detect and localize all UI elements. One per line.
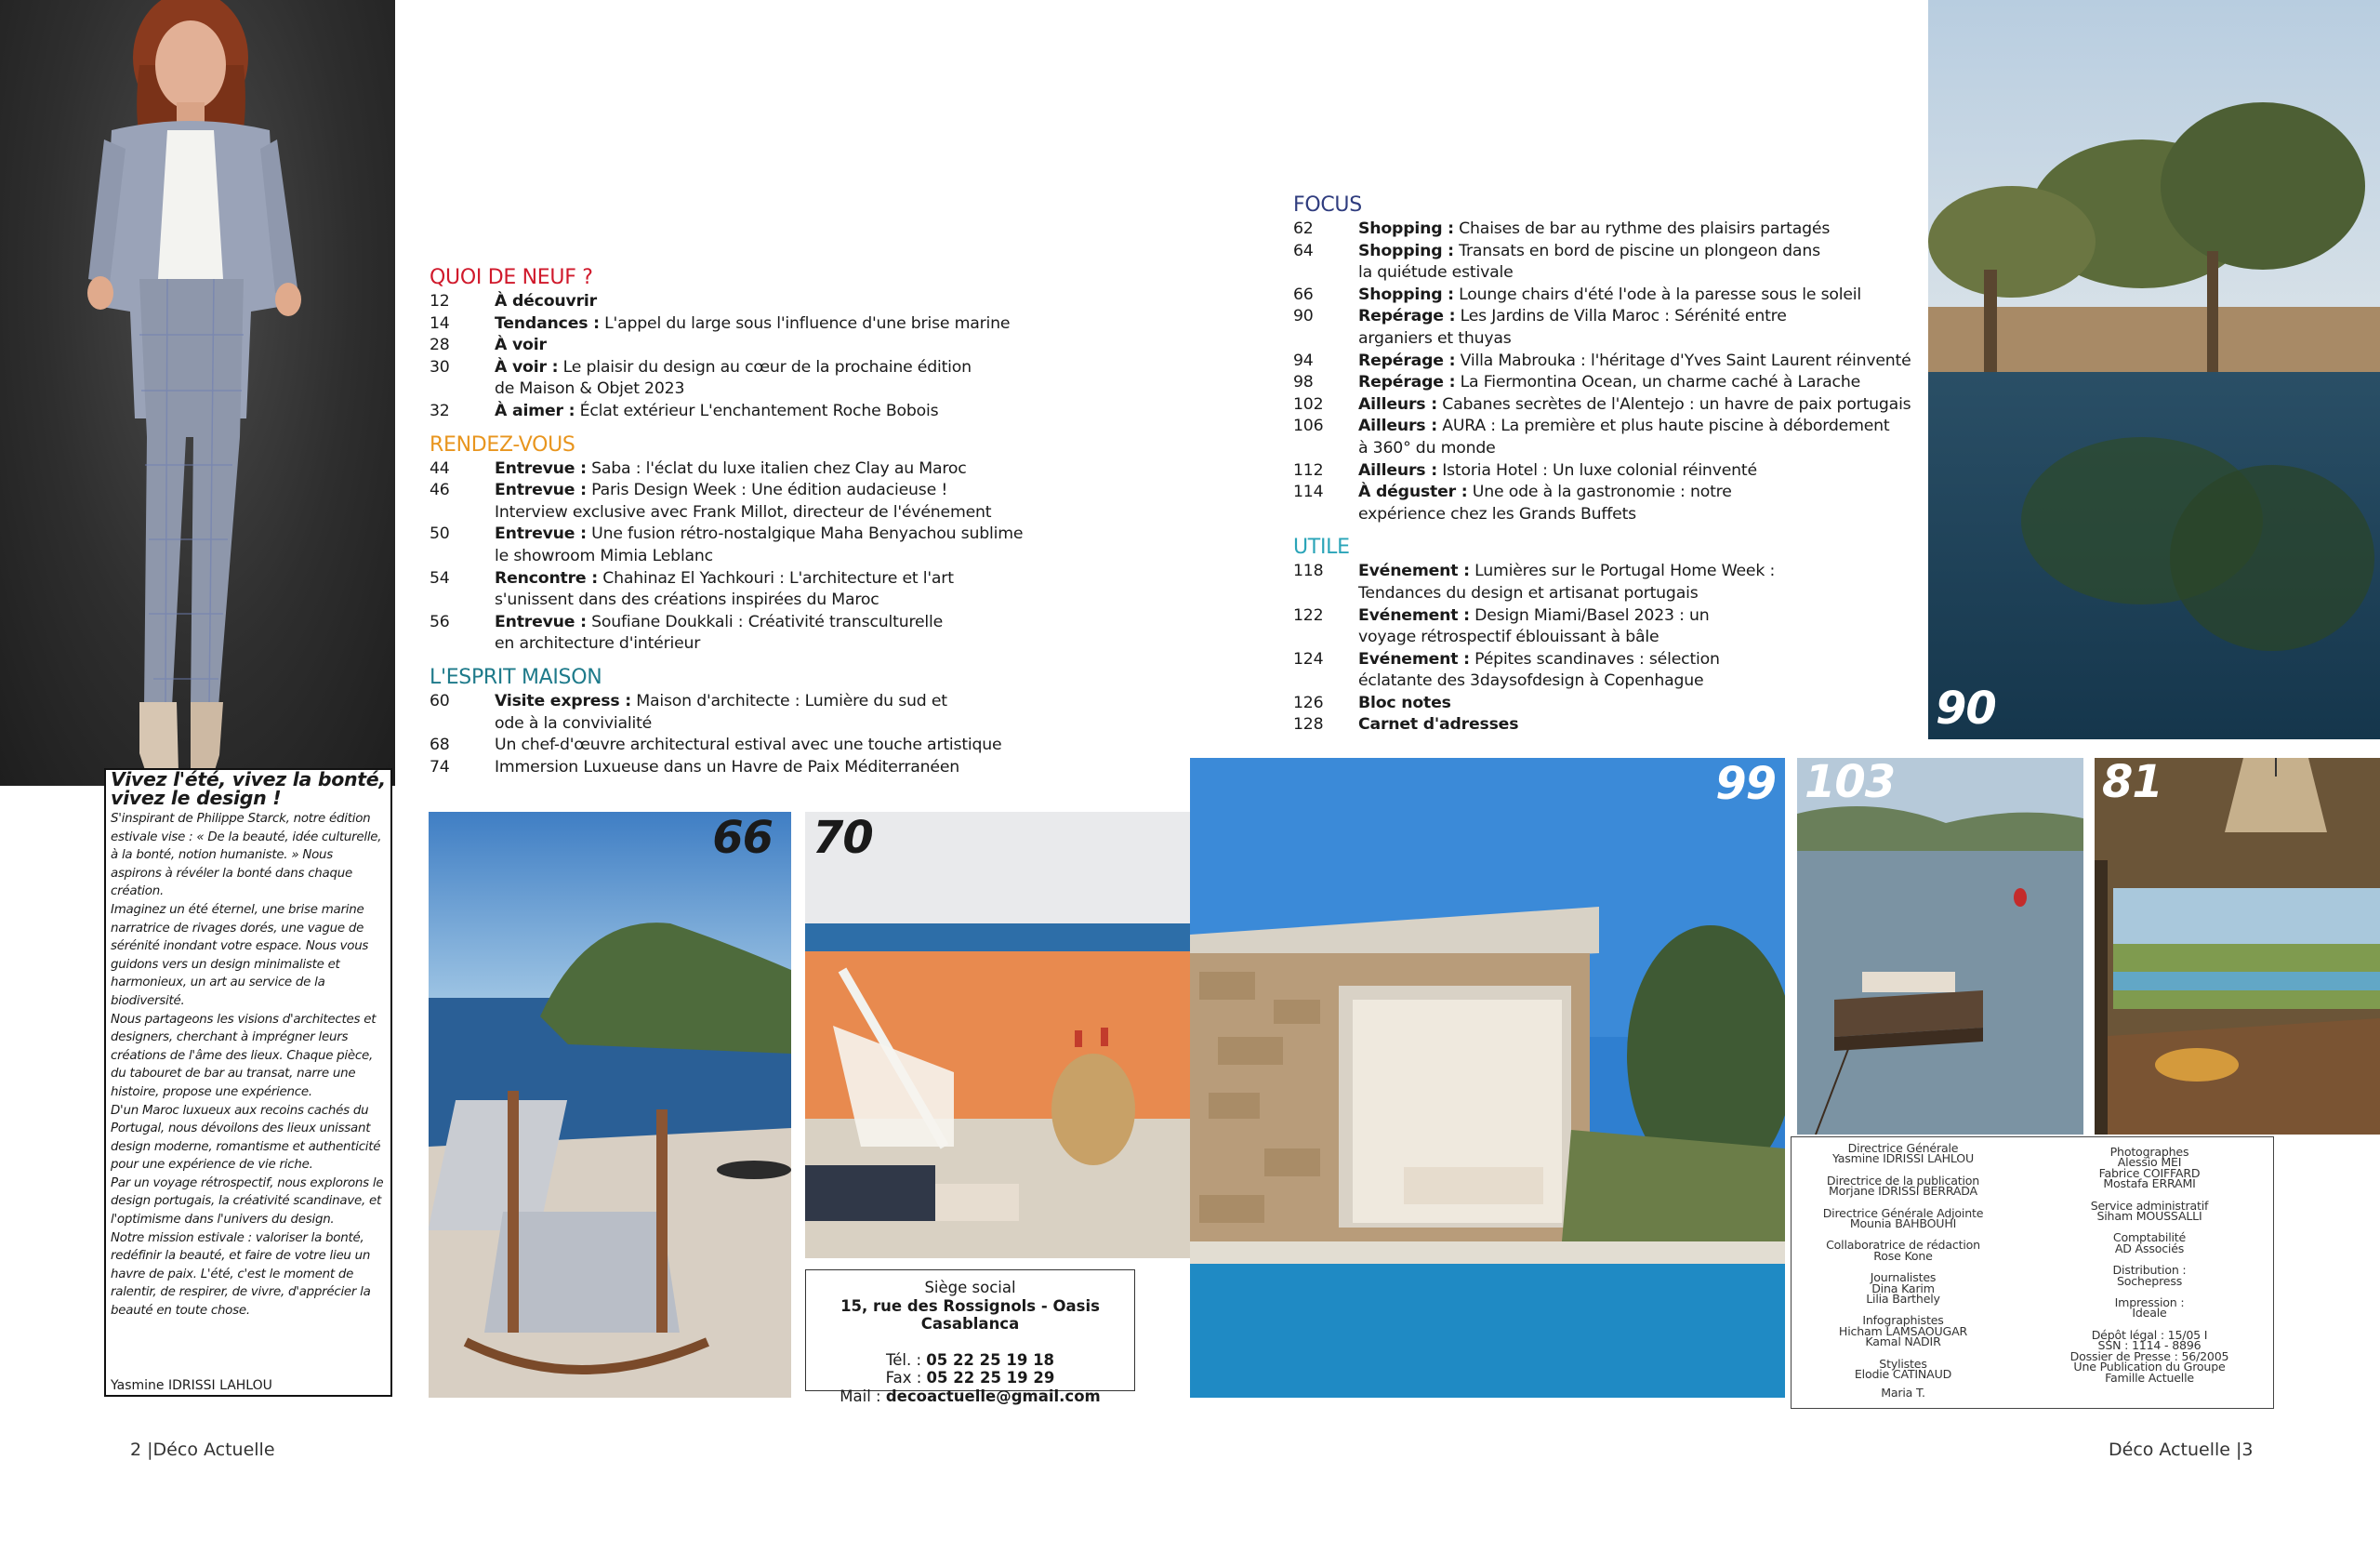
masthead-role: Directrice Générale [1847,1141,1959,1155]
folio-separator: | [147,1440,153,1460]
folio-right [2109,1440,2254,1460]
entry-text: Cabanes secrètes de l'Alentejo : un havre de paix portugais [1436,394,1911,414]
contact-title: Siège social [924,1279,1016,1296]
entry-text: Paris Design Week : Une édition audacieuse ! Interview exclusive avec Frank Millot, directeur de l'événement [495,481,992,522]
page-number: 60 [430,691,450,710]
masthead-legal: SSN : 1114 - 8896 [2097,1338,2202,1353]
page-number: 124 [1293,649,1324,669]
masthead-group [2038,1265,2261,1286]
masthead-role: Comptabilité [2112,1230,2187,1245]
entry-label: Evénement : [1358,649,1470,669]
photo-page-103[interactable] [1797,758,2083,1135]
photo-page-number: 103 [1805,758,1896,808]
entry-label: À déguster : [1358,483,1468,502]
masthead-person: Dina Karim [1871,1281,1935,1295]
photo-page-90[interactable] [1928,0,2380,739]
page-number: 32 [430,401,450,420]
masthead-role: Infographistes [1862,1313,1944,1328]
toc-section-heading: UTILE [1293,536,1350,560]
contact-mail [806,1387,1134,1406]
contact-box [805,1269,1135,1405]
toc-section-esprit-maison [430,666,1043,778]
masthead-group [1792,1387,2015,1398]
masthead-group [2038,1327,2261,1385]
editor-portrait-photo [0,0,395,786]
masthead-role: Photographes [2109,1145,2189,1159]
entry-text: AURA : La première et plus haute piscine à débordement à 360° du monde [1358,417,1890,458]
entry-text: Chahinaz El Yachkouri : L'architecture et l'art s'unissent dans des créations inspirées du Maroc [495,568,954,610]
masthead-group [1792,1205,2015,1231]
entry-label: Evénement : [1358,605,1470,625]
page-number: 64 [1293,241,1314,260]
editorial-paragraph: Nous partageons les visions d'architectes et designers, cherchant à imprégner leurs créations de l'âme des lieux. Chaque pièce, du tabouret de bar au transat, narre une histoire, propose une expérience. [111,1012,377,1099]
toc-entry[interactable] [1293,285,1916,307]
masthead-person: Rose Kone [1873,1248,1933,1263]
entry-label: À aimer : [495,401,575,420]
photo-page-number: 90 [1936,683,1996,735]
editorial-paragraph: Par un voyage rétrospectif, nous explorons le design portugais, la créativité scandinave, et l'optimisme dans l'univers du design. [111,1175,384,1228]
masthead-role: Directrice Générale Adjointe [1822,1205,1984,1220]
editorial-paragraph: Imaginez un été éternel, une brise marine narratrice de rivages dorés, une vague de sérénité inondant votre espace. Nous vous guidons vers un design minimaliste et harmonieux, un art au service de la biodiversité. [111,902,369,1008]
editorial-signature: Yasmine IDRISSI LAHLOU [111,1378,272,1393]
masthead-group [1792,1143,2015,1164]
entry-label: À découvrir [495,292,597,311]
entry-label: Entrevue : [495,481,587,500]
entry-label: Ailleurs : [1358,460,1437,480]
masthead-legal: Dépôt légal : 15/05 I [2091,1327,2208,1342]
page-number: 118 [1293,562,1324,581]
entry-text: La Fiermontina Ocean, un charme caché à Larache [1455,373,1861,392]
entry-text: Istoria Hotel : Un luxe colonial réinventé [1436,460,1757,480]
folio-separator: | [2236,1440,2242,1460]
entry-text: Une fusion rétro-nostalgique Maha Benyachou sublime le showroom Mimia Leblanc [495,524,1024,565]
page-number: 54 [430,568,450,588]
toc-entry[interactable] [430,357,987,401]
toc-entry[interactable] [430,691,969,735]
masthead-group [1792,1240,2015,1261]
page-number: 44 [430,458,450,478]
page-number: 28 [430,336,450,355]
toc-entry[interactable] [1293,306,1860,350]
masthead-legal: Famille Actuelle [2105,1370,2194,1385]
page-number: 106 [1293,417,1324,436]
entry-text: Soufiane Doukkali : Créativité transculturelle en architecture d'intérieur [495,612,944,654]
contact-tel [806,1351,1134,1370]
page-number: 114 [1293,483,1324,502]
page-number: 128 [1293,715,1324,735]
toc-entry[interactable] [430,313,1043,336]
toc-entry[interactable] [430,612,950,656]
masthead-person: Mounia BAHBOUHI [1849,1216,1957,1231]
photo-page-number: 99 [1715,758,1776,810]
entry-text: Transats en bord de piscine un plongeon dans la quiétude estivale [1358,241,1820,283]
entry-text: Lumières sur le Portugal Home Week : Tendances du design et artisanat portugais [1358,562,1776,603]
entry-label: Carnet d'adresses [1358,715,1519,735]
toc-section-utile [1293,536,1916,737]
toc-entry[interactable] [430,524,1025,567]
toc-section-heading: QUOI DE NEUF ? [430,266,593,289]
toc-entry[interactable] [430,480,992,524]
toc-entry[interactable] [430,735,1043,757]
entry-label: À voir : [495,357,559,377]
entry-label: Tendances : [495,313,600,333]
entry-text: Saba : l'éclat du luxe italien chez Clay au Maroc [586,458,967,478]
photo-page-number: 66 [712,812,773,864]
masthead-person: Ideale [2132,1306,2167,1321]
fax-label: Fax : [885,1369,927,1387]
masthead-group [1792,1356,2015,1382]
mail-link[interactable]: decoactuelle@gmail.com [885,1387,1101,1405]
masthead-role: Distribution : [2112,1263,2187,1278]
masthead-person: AD Associés [2114,1241,2185,1255]
masthead-person: Yasmine IDRISSI LAHLOU [1831,1151,1974,1166]
masthead-group [2038,1147,2261,1189]
page-number: 98 [1293,373,1314,392]
photo-page-66[interactable] [429,812,791,1398]
toc-section-rendez-vous [430,433,1043,656]
masthead-role: Collaboratrice de rédaction [1826,1238,1980,1253]
entry-text: Maison d'architecte : Lumière du sud et ode à la convivialité [495,691,947,733]
mail-label: Mail : [840,1387,886,1405]
page-number: 102 [1293,394,1324,414]
toc-section-focus [1293,193,1916,525]
editorial-paragraph: S'inspirant de Philippe Starck, notre édition estivale vise : « De la beauté, idée culturelle, à la bonté, notion humaniste. » Nous aspirons à révéler la bonté dans chaque création. [111,812,382,899]
entry-label: Visite express : [495,691,631,710]
page-number: 46 [430,481,450,500]
masthead-legal: Une Publication du Groupe [2073,1360,2226,1374]
masthead-group [1792,1270,2015,1307]
entry-text: Les Jardins de Villa Maroc : Sérénité entre arganiers et thuyas [1358,307,1787,348]
folio-left [130,1440,275,1460]
portrait-illustration [0,0,395,786]
page-number: 68 [430,736,450,755]
page-number: 66 [1293,285,1314,304]
fax-value: 05 22 25 19 29 [926,1369,1055,1387]
toc-entry[interactable] [1293,714,1916,737]
masthead-role: Stylistes [1879,1356,1927,1371]
toc-entry[interactable] [1293,605,1712,649]
entry-label: Ailleurs : [1358,417,1437,436]
entry-label: Ailleurs : [1358,394,1437,414]
masthead-legal: Dossier de Presse : 56/2005 [2069,1348,2229,1363]
entry-text: Chaises de bar au rythme des plaisirs partagés [1453,219,1831,238]
page-number: 62 [1293,219,1314,238]
folio-magazine-name: Déco Actuelle [2109,1440,2230,1460]
toc-section-heading: FOCUS [1293,193,1362,217]
page-number: 12 [430,292,450,311]
toc-entry[interactable] [430,757,1043,779]
editorial-box [104,768,392,1397]
toc-entry[interactable] [1293,561,1795,604]
entry-label: Repérage : [1358,351,1456,370]
stone-villa-illustration [1190,758,1785,1398]
toc-entry[interactable] [1293,394,1916,417]
masthead-person: Fabrice COIFFARD [2098,1165,2201,1180]
masthead-right-column [2038,1143,2261,1394]
masthead-role: Service administratif [2090,1198,2209,1213]
photo-page-number: 70 [813,812,873,864]
toc-right-column [1293,193,1916,737]
masthead-person: Alessio MEI [2117,1155,2182,1170]
masthead-person: Siham MOUSSALLI [2096,1209,2202,1224]
editorial-title: Vivez l'été, vivez la bonté, vivez le design ! [111,768,386,809]
masthead-role: Impression : [2114,1295,2185,1310]
masthead-group [2038,1232,2261,1254]
terrace-illustration [2095,758,2380,1135]
page-number: 112 [1293,460,1324,480]
entry-text: Un chef-d'œuvre architectural estival avec une touche artistique [495,736,1002,755]
toc-entry[interactable] [1293,416,1897,459]
masthead-group [2038,1297,2261,1319]
entry-text: Lounge chairs d'été l'ode à la paresse sous le soleil [1453,285,1861,304]
page-number: 14 [430,313,450,333]
entry-label: Entrevue : [495,524,587,544]
entry-text: Éclat extérieur L'enchantement Roche Bobois [575,401,939,420]
page-number: 50 [430,524,450,544]
toc-entry[interactable] [1293,460,1916,483]
entry-label: Shopping : [1358,219,1454,238]
editorial-paragraph: Notre mission estivale : valoriser la bonté, redéfinir la beauté, et faire de votre lieu un havre de paix. L'été, c'est le moment de ralentir, de respirer, de vivre, d'apprécier la beauté en toute chose. [111,1230,371,1319]
masthead-person: Morjane IDRISSI BERRADA [1829,1184,1977,1199]
folio-magazine-name: Déco Actuelle [152,1440,275,1460]
toc-entry[interactable] [430,335,1043,357]
rocking-chair-illustration [429,812,791,1398]
deck-chair-illustration [805,812,1191,1258]
masthead-group [1792,1175,2015,1197]
toc-entry[interactable] [1293,482,1814,525]
tel-value[interactable]: 05 22 25 19 18 [926,1350,1055,1369]
toc-entry[interactable] [430,568,1034,612]
entry-label: Entrevue : [495,458,587,478]
entry-label: Bloc notes [1358,693,1451,712]
masthead-person: Hicham LAMSAOUGAR [1838,1323,1968,1338]
contact-fax [806,1369,1134,1387]
page-number: 94 [1293,351,1314,370]
editorial-paragraph: D'un Maroc luxueux aux recoins cachés du Portugal, nous dévoilons des lieux unissant design moderne, romantisme et authenticité pour une expérience de vie riche. [111,1103,381,1173]
page-number: 74 [430,757,450,776]
masthead-role: Directrice de la publication [1826,1173,1980,1188]
masthead-group [2038,1198,2261,1224]
entry-label: Shopping : [1358,241,1454,260]
entry-text: Villa Mabrouka : l'héritage d'Yves Saint Laurent réinventé [1455,351,1911,370]
page-number: 56 [430,612,450,631]
toc-left-column [430,266,1043,778]
masthead-left-column [1792,1143,2015,1409]
entry-text: Immersion Luxueuse dans un Havre de Paix Méditerranéen [495,757,960,776]
toc-entry[interactable] [1293,372,1916,394]
entry-text: Une ode à la gastronomie : notre expérience chez les Grands Buffets [1358,483,1732,524]
masthead-person: Elodie CATINAUD [1854,1367,1952,1382]
toc-entry[interactable] [1293,241,1832,285]
toc-entry[interactable] [1293,219,1916,241]
toc-entry[interactable] [1293,351,1916,373]
folio-page-number: 2 [130,1440,142,1460]
tel-label: Tél. : [885,1350,927,1369]
toc-entry[interactable] [430,458,1043,481]
photo-page-99[interactable] [1190,758,1785,1398]
masthead-person: Mostafa ERRAMI [2103,1176,2196,1191]
entry-label: Shopping : [1358,285,1454,304]
entry-label: Repérage : [1358,373,1456,392]
masthead-person: Lilia Barthely [1866,1292,1940,1307]
entry-text: L'appel du large sous l'influence d'une brise marine [599,313,1011,333]
contact-address: 15, rue des Rossignols - Oasis Casablanca [840,1296,1100,1333]
photo-page-number: 81 [2102,758,2162,808]
entry-label: Evénement : [1358,562,1470,581]
toc-entry[interactable] [1293,693,1916,715]
toc-entry[interactable] [1293,649,1795,693]
folio-page-number: 3 [2241,1440,2254,1460]
pool-garden-illustration [1928,0,2380,739]
entry-label: Rencontre : [495,568,598,588]
entry-text: Pépites scandinaves : sélection éclatante des 3daysofdesign à Copenhague [1358,649,1720,691]
photo-page-70[interactable] [805,812,1191,1258]
page-number: 126 [1293,693,1324,712]
page-number: 122 [1293,605,1324,625]
masthead-box [1791,1136,2274,1409]
toc-entry[interactable] [430,291,1043,313]
photo-page-81[interactable] [2095,758,2380,1135]
toc-entry[interactable] [430,401,1043,423]
masthead-role: Journalistes [1870,1270,1937,1285]
entry-text: Le plaisir du design au cœur de la prochaine édition de Maison & Objet 2023 [495,357,972,399]
masthead-person: Kamal NADIR [1865,1334,1941,1349]
masthead-person: Maria T. [1881,1385,1925,1400]
lake-dock-illustration [1797,758,2083,1135]
toc-section-heading: RENDEZ-VOUS [430,432,575,457]
page-number: 30 [430,357,450,377]
entry-label: À voir [495,336,547,355]
entry-label: Entrevue : [495,612,587,631]
masthead-group [1792,1315,2015,1347]
entry-text: Design Miami/Basel 2023 : un voyage rétrospectif éblouissant à bâle [1358,605,1710,647]
page-number: 90 [1293,307,1314,326]
entry-label: Repérage : [1358,307,1456,326]
toc-section-heading: L'ESPRIT MAISON [430,665,602,689]
toc-section-quoi-de-neuf [430,266,1043,423]
masthead-person: Sochepress [2116,1273,2183,1288]
